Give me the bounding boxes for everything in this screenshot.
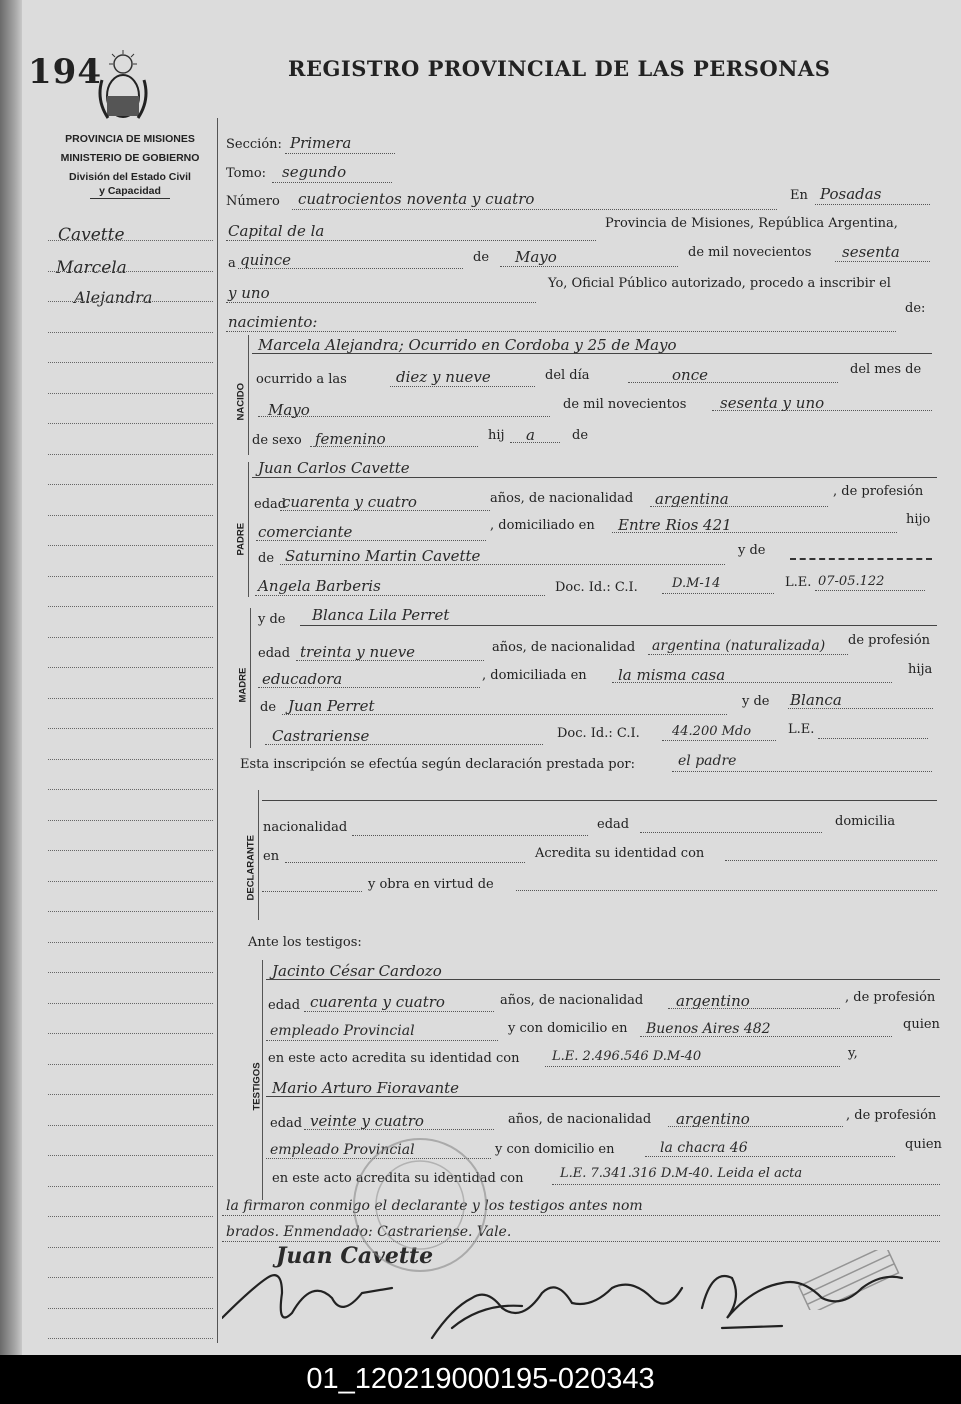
declarante-bracket: [258, 790, 259, 920]
testigo1-y-label: y,: [848, 1046, 858, 1061]
padre-prof-line: [256, 540, 486, 541]
ciudad-line: [815, 204, 930, 205]
mes-nac-value: Mayo: [268, 401, 310, 419]
a-label: a: [228, 256, 236, 271]
testigo2-edad: veinte y cuatro: [310, 1112, 424, 1130]
padre-dom-line: [612, 532, 897, 533]
sexo-label: de sexo: [252, 433, 302, 448]
margin-ruled-line: [48, 454, 213, 455]
mes-value: Mayo: [515, 248, 557, 266]
padre-nombre-line: [252, 477, 937, 478]
org-line-1: PROVINCIA DE MISIONES: [65, 133, 195, 145]
nacido-bracket: [248, 335, 249, 455]
padre-ci: D.M-14: [672, 576, 721, 591]
padre-nac-line: [650, 506, 828, 507]
tachado-line: [790, 558, 932, 560]
madre-edad: treinta y nueve: [300, 643, 416, 661]
testigos-ante-label: Ante los testigos:: [248, 935, 362, 950]
numero-line: [292, 209, 777, 210]
madre-bracket: [250, 608, 251, 748]
anio-line-2: [226, 302, 536, 303]
margin-ruled-line: [48, 332, 213, 333]
padre-profesion: comerciante: [258, 523, 353, 541]
capital-line: [226, 240, 596, 241]
testigo1-profesion: empleado Provincial: [270, 1023, 415, 1039]
mil-nac-label: de mil novecientos: [563, 397, 687, 412]
abuelo-materno-line: [282, 714, 727, 715]
testigo1-quien-label: quien: [903, 1017, 940, 1032]
oficial-label: Yo, Oficial Público autorizado, procedo a inscribir el: [548, 276, 891, 291]
padre-le-line: [815, 590, 925, 591]
madre-ci: 44.200 Mdo: [672, 724, 752, 739]
declarante-acredita-label: Acredita su identidad con: [535, 846, 705, 861]
margin-ruled-line: [48, 972, 213, 973]
coat-of-arms-icon: [94, 50, 152, 124]
testigo2-dom-label: y con domicilio en: [495, 1142, 615, 1157]
testigo1-dom-label: y con domicilio en: [508, 1021, 628, 1036]
declarante-virtud-line: [516, 890, 937, 891]
declarante-edad-line: [640, 832, 822, 833]
margin-ruled-line: [48, 362, 213, 363]
padre-bracket: [248, 462, 249, 597]
nacido-section-label: NACIDO: [235, 383, 247, 421]
org-line-3: División del Estado Civil: [69, 171, 191, 183]
book-binding: [0, 0, 22, 1355]
nacido-nombre: Marcela Alejandra; Ocurrido en Cordoba y 25 de Mayo: [258, 336, 677, 354]
margin-ruled-line: [48, 271, 213, 272]
mes-nac-line: [258, 416, 550, 417]
madre-de-label: de: [260, 700, 277, 715]
ocurrido-label: ocurrido a las: [256, 372, 347, 387]
madre-yde-label: y de: [258, 612, 286, 627]
margin-ruled-line: [48, 911, 213, 912]
margin-ruled-line: [48, 942, 213, 943]
testigo2-doc-line: [552, 1184, 940, 1185]
testigo2-quien-label: quien: [905, 1137, 942, 1152]
mil-label: de mil novecientos: [688, 245, 812, 260]
margin-ruled-line: [48, 1003, 213, 1004]
margin-ruled-line: [48, 1247, 213, 1248]
madre-nac-label: años, de nacionalidad: [492, 640, 636, 655]
numero-value: cuatrocientos noventa y cuatro: [298, 190, 535, 208]
abuelo-paterno: Saturnino Martin Cavette: [285, 547, 481, 565]
margin-ruled-line: [48, 606, 213, 607]
de-label: de: [473, 250, 490, 265]
sexo-line: [310, 446, 478, 447]
en-label: En: [790, 188, 808, 203]
tomo-value: segundo: [282, 163, 347, 181]
madre-domicilio: la misma casa: [618, 666, 726, 684]
sexo-value: femenino: [315, 430, 386, 448]
margin-ruled-line: [48, 728, 213, 729]
seccion-line: [285, 153, 395, 154]
tomo-line: [272, 182, 392, 183]
testigo2-acredita-label: en este acto acredita su identidad con: [272, 1171, 524, 1186]
margin-ruled-line: [48, 1155, 213, 1156]
margin-ruled-line: [48, 1125, 213, 1126]
testigo1-prof-label: , de profesión: [845, 990, 936, 1005]
anio-nac-value: sesenta y uno: [720, 394, 825, 412]
testigo1-edad-label: edad: [268, 998, 301, 1013]
acto-line: [226, 331, 896, 332]
padre-prof-label: , de profesión: [833, 484, 924, 499]
padre-edad-line: [280, 510, 490, 511]
dia-nac-line: [628, 382, 838, 383]
firma-padre: Juan Cavette: [276, 1243, 434, 1269]
anio-value-1: sesenta: [842, 243, 900, 261]
padre-hijo-label: hijo: [906, 512, 931, 527]
padre-nac-label: años, de nacionalidad: [490, 491, 634, 506]
dia-value: quince: [240, 251, 291, 269]
padre-ci-line: [662, 593, 774, 594]
margin-divider: [217, 118, 218, 1343]
dia-line: [238, 268, 463, 269]
margin-ruled-line: [48, 759, 213, 760]
declarante-extra-line: [262, 891, 362, 892]
margin-ruled-line: [48, 1277, 213, 1278]
padre-dom-label: , domiciliado en: [490, 518, 595, 533]
madre-edad-line: [296, 660, 484, 661]
testigo1-edad-line: [304, 1011, 494, 1012]
seccion-value: Primera: [290, 134, 352, 152]
testigo2-nombre-line: [266, 1096, 940, 1097]
abuela-materna-line-2: [265, 744, 543, 745]
testigo1-domicilio: Buenos Aires 482: [646, 1021, 771, 1037]
madre-prof-line: [258, 687, 480, 688]
capital-value: Capital de la: [228, 222, 325, 240]
madre-section-label: MADRE: [237, 667, 249, 703]
margin-ruled-line: [48, 698, 213, 699]
madre-le-line: [818, 738, 928, 739]
declaracion-line: [672, 771, 932, 772]
declarante-edad-label: edad: [597, 817, 630, 832]
margin-ruled-line: [48, 667, 213, 668]
padre-domicilio: Entre Rios 421: [618, 516, 732, 534]
madre-dom-line: [612, 682, 892, 683]
padre-edad-label: edad: [254, 497, 287, 512]
abuela-paterna: Angela Barberis: [258, 577, 381, 595]
padre-doc-label: Doc. Id.: C.I.: [555, 580, 638, 595]
declarante-nac-label: nacionalidad: [263, 820, 348, 835]
margin-ruled-line: [48, 240, 213, 241]
dia-nac-value: once: [672, 366, 708, 384]
margin-ruled-line: [48, 301, 213, 302]
hij-suffix: a: [526, 426, 535, 444]
testigo2-nacionalidad: argentino: [676, 1110, 750, 1128]
margin-ruled-line: [48, 789, 213, 790]
padre-le: 07-05.122: [818, 574, 885, 589]
margin-ruled-line: [48, 1338, 213, 1339]
declarante-acredita-line: [725, 860, 937, 861]
del-mes-label: del mes de: [850, 362, 922, 377]
testigo1-nac-label: años, de nacionalidad: [500, 993, 644, 1008]
testigos-section-label: TESTIGOS: [251, 1062, 263, 1111]
acto-value: nacimiento:: [228, 313, 318, 331]
padre-de-label: de: [258, 551, 275, 566]
testigo1-nac-line: [668, 1008, 840, 1009]
margin-ruled-line: [48, 881, 213, 882]
testigo1-edad: cuarenta y cuatro: [310, 993, 445, 1011]
padre-section-label: PADRE: [235, 522, 247, 556]
mes-line: [500, 266, 678, 267]
abuela-materna-1: Blanca: [790, 691, 842, 709]
declarante-dom-label: domicilia: [835, 814, 896, 829]
testigo1-nombre: Jacinto César Cardozo: [272, 962, 442, 980]
margin-note-name-2: Alejandra: [74, 288, 153, 307]
madre-edad-label: edad: [258, 646, 291, 661]
testigo2-nombre: Mario Arturo Fioravante: [272, 1079, 460, 1097]
padre-nacionalidad: argentina: [655, 490, 729, 508]
del-dia-label: del día: [545, 368, 590, 383]
margin-ruled-line: [48, 393, 213, 394]
declarante-en-line: [285, 862, 525, 863]
org-line-4: y Capacidad: [90, 185, 170, 199]
margin-note-surname: Cavette: [58, 225, 125, 245]
margin-ruled-line: [48, 637, 213, 638]
seccion-label: Sección:: [226, 137, 282, 152]
madre-doc-label: Doc. Id.: C.I.: [557, 726, 640, 741]
page-number: 194: [28, 52, 102, 92]
madre-nombre-line: [300, 625, 937, 626]
abuela-paterna-line: [255, 595, 545, 596]
nacido-nombre-line: [252, 353, 932, 354]
testigo1-doc: L.E. 2.496.546 D.M-40: [552, 1049, 702, 1064]
ciudad-value: Posadas: [820, 185, 882, 203]
padre-edad: cuarenta y cuatro: [282, 493, 417, 511]
margin-ruled-line: [48, 1186, 213, 1187]
cierre-linea-1: la firmaron conmigo el declarante y los testigos antes nom: [226, 1198, 643, 1214]
margin-ruled-line: [48, 545, 213, 546]
declarante-virtud-label: y obra en virtud de: [368, 877, 494, 892]
testigo2-prof-label: , de profesión: [846, 1108, 937, 1123]
declarante-section-label: DECLARANTE: [245, 835, 257, 901]
anio-line-1: [835, 261, 930, 262]
declaracion-label: Esta inscripción se efectúa según declaración prestada por:: [240, 757, 635, 772]
abuelo-materno: Juan Perret: [288, 697, 375, 715]
madre-prof-label: de profesión: [848, 633, 931, 648]
de-colon-label: de:: [905, 301, 926, 316]
testigo1-acredita-label: en este acto acredita su identidad con: [268, 1051, 520, 1066]
anio-nac-line: [712, 410, 932, 411]
testigo2-nac-label: años, de nacionalidad: [508, 1112, 652, 1127]
madre-hija-label: hija: [908, 662, 933, 677]
testigo2-nac-line: [668, 1126, 843, 1127]
margin-ruled-line: [48, 820, 213, 821]
margin-ruled-line: [48, 1094, 213, 1095]
cierre-line-1: [222, 1215, 940, 1216]
madre-dom-label: , domiciliada en: [482, 668, 587, 683]
numero-label: Número: [226, 194, 280, 209]
margin-ruled-line: [48, 850, 213, 851]
hora-line: [390, 386, 535, 387]
testigo2-domicilio: la chacra 46: [660, 1140, 748, 1156]
cierre-line-2: [222, 1241, 940, 1242]
padre-le-label: L.E.: [785, 575, 812, 590]
image-code: 01_120219000195-020343: [0, 1355, 961, 1404]
testigo1-nombre-line: [266, 979, 940, 980]
madre-le-label: L.E.: [788, 722, 815, 737]
signatures-icon: [222, 1248, 942, 1348]
cierre-linea-2: brados. Enmendado: Castrariense. Vale.: [226, 1224, 512, 1240]
testigo1-dom-line: [640, 1036, 892, 1037]
hij-label: hij: [488, 428, 505, 443]
abuelo-paterno-line: [280, 564, 725, 565]
madre-nombre: Blanca Lila Perret: [312, 606, 450, 624]
madre-profesion: educadora: [262, 670, 343, 688]
declarante-en-label: en: [263, 849, 280, 864]
padre-nombre: Juan Carlos Cavette: [258, 459, 410, 477]
tomo-label: Tomo:: [226, 166, 267, 181]
margin-ruled-line: [48, 1308, 213, 1309]
testigo2-dom-line: [645, 1156, 895, 1157]
org-line-2: MINISTERIO DE GOBIERNO: [60, 152, 200, 164]
madre-yde2-label: y de: [742, 694, 770, 709]
margin-ruled-line: [48, 484, 213, 485]
hij-line: [510, 442, 560, 443]
declarante-nombre-line: [262, 800, 937, 801]
testigo1-prof-line: [266, 1040, 498, 1041]
margin-note-name-1: Marcela: [56, 258, 127, 278]
margin-ruled-line: [48, 1216, 213, 1217]
padre-yde-label: y de: [738, 543, 766, 558]
anio-value-2: y uno: [228, 284, 270, 302]
margin-ruled-line: [48, 515, 213, 516]
testigo2-edad-label: edad: [270, 1116, 303, 1131]
abuela-materna-line-1: [788, 708, 933, 709]
page-title: REGISTRO PROVINCIAL DE LAS PERSONAS: [288, 56, 831, 81]
nacido-de-label: de: [572, 428, 589, 443]
testigo1-nacionalidad: argentino: [676, 992, 750, 1010]
madre-nacionalidad: argentina (naturalizada): [652, 638, 826, 654]
madre-ci-line: [662, 740, 776, 741]
declaracion-valor: el padre: [678, 753, 737, 769]
hora-value: diez y nueve: [396, 368, 491, 386]
margin-ruled-line: [48, 576, 213, 577]
margin-ruled-line: [48, 1064, 213, 1065]
margin-ruled-line: [48, 1033, 213, 1034]
testigo2-profesion: empleado Provincial: [270, 1142, 415, 1158]
margin-ruled-line: [48, 423, 213, 424]
testigo1-doc-line: [545, 1066, 840, 1067]
testigo2-doc: L.E. 7.341.316 D.M-40. Leida el acta: [560, 1166, 803, 1181]
madre-nac-line: [648, 654, 848, 655]
declarante-nac-line: [352, 835, 588, 836]
abuela-materna-2: Castrariense: [272, 727, 370, 745]
provincia-label: Provincia de Misiones, República Argentina,: [605, 216, 898, 231]
